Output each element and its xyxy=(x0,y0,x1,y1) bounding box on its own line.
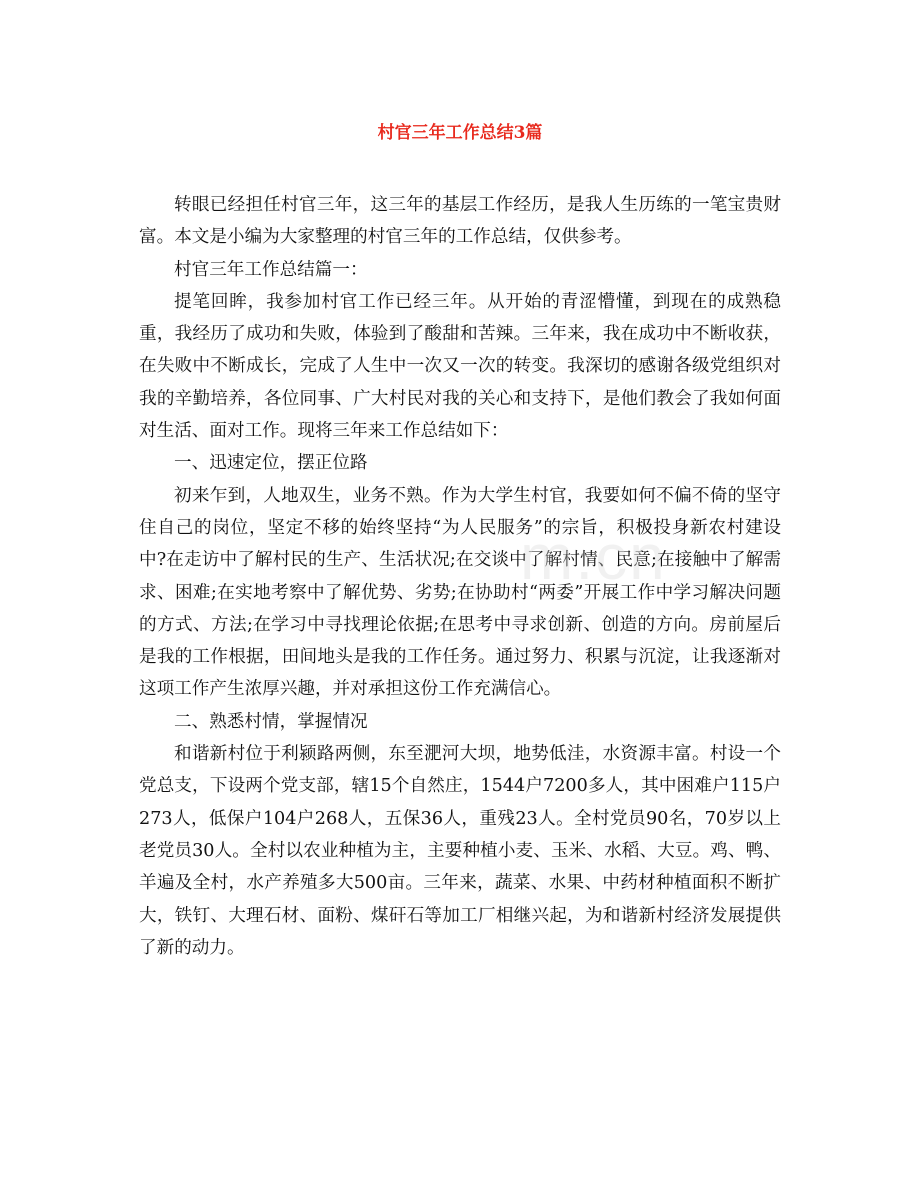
reflection-paragraph: 提笔回眸，我参加村官工作已经三年。从开始的青涩懵懂，到现在的成熟稳重，我经历了成功和失败，体验到了酸甜和苦辣。三年来，我在成功中不断收获，在失败中不断成长，完成了人生中一次又一次的转变。我深切的感谢各级党组织对我的辛勤培养，各位同事、广大村民对我的关心和支持下，是他们教会了我如何面对生活、面对工作。现将三年来工作总结如下： xyxy=(139,291,781,442)
watermark-text: m.cn xyxy=(520,521,667,593)
document-body xyxy=(139,189,781,964)
document-title: 村官三年工作总结3篇 xyxy=(377,123,543,143)
village-situation-paragraph: 和谐新村位于利颍路两侧，东至淝河大坝，地势低洼，水资源丰富。村设一个党总支，下设两个党支部，辖15个自然庄，1544户7200多人，其中困难户115户273人，低保户104户268人，五保36人，重残23人。全村党员90名，70岁以上老党员30人。全村以农业种植为主，主要种植小麦、玉米、水稻、大豆。鸡、鸭、羊遍及全村，水产养殖多大500亩。三年来，蔬菜、水果、中药材种植面积不断扩大，铁钉、大理石材、面粉、煤矸石等加工厂相继兴起，为和谐新村经济发展提供了新的动力。 xyxy=(139,744,781,958)
subheading-village-situation: 二、熟悉村情，掌握情况 xyxy=(174,711,368,732)
intro-paragraph: 转眼已经担任村官三年，这三年的基层工作经历，是我人生历练的一笔宝贵财富。本文是小编为大家整理的村官三年的工作总结，仅供参考。 xyxy=(139,195,781,248)
positioning-paragraph: 初来乍到，人地双生，业务不熟。作为大学生村官，我要如何不偏不倚的坚守住自己的岗位，坚定不移的始终坚持“为人民服务”的宗旨，积极投身新农村建设中?在走访中了解村民的生产、生活状况;在交谈中了解村情、民意;在接触中了解需求、困难;在实地考察中了解优势、劣势;在协助村“两委”开展工作中学习解决问题的方式、方法;在学习中寻找理论依据;在思考中寻求创新、创造的方向。房前屋后是我的工作根据，田间地头是我的工作任务。通过努力、积累与沉淀，让我逐渐对这项工作产生浓厚兴趣，并对承担这份工作充满信心。 xyxy=(139,485,781,700)
section-heading-part-one: 村官三年工作总结篇一： xyxy=(174,259,368,280)
subheading-positioning: 一、迅速定位，摆正位路 xyxy=(174,453,368,474)
